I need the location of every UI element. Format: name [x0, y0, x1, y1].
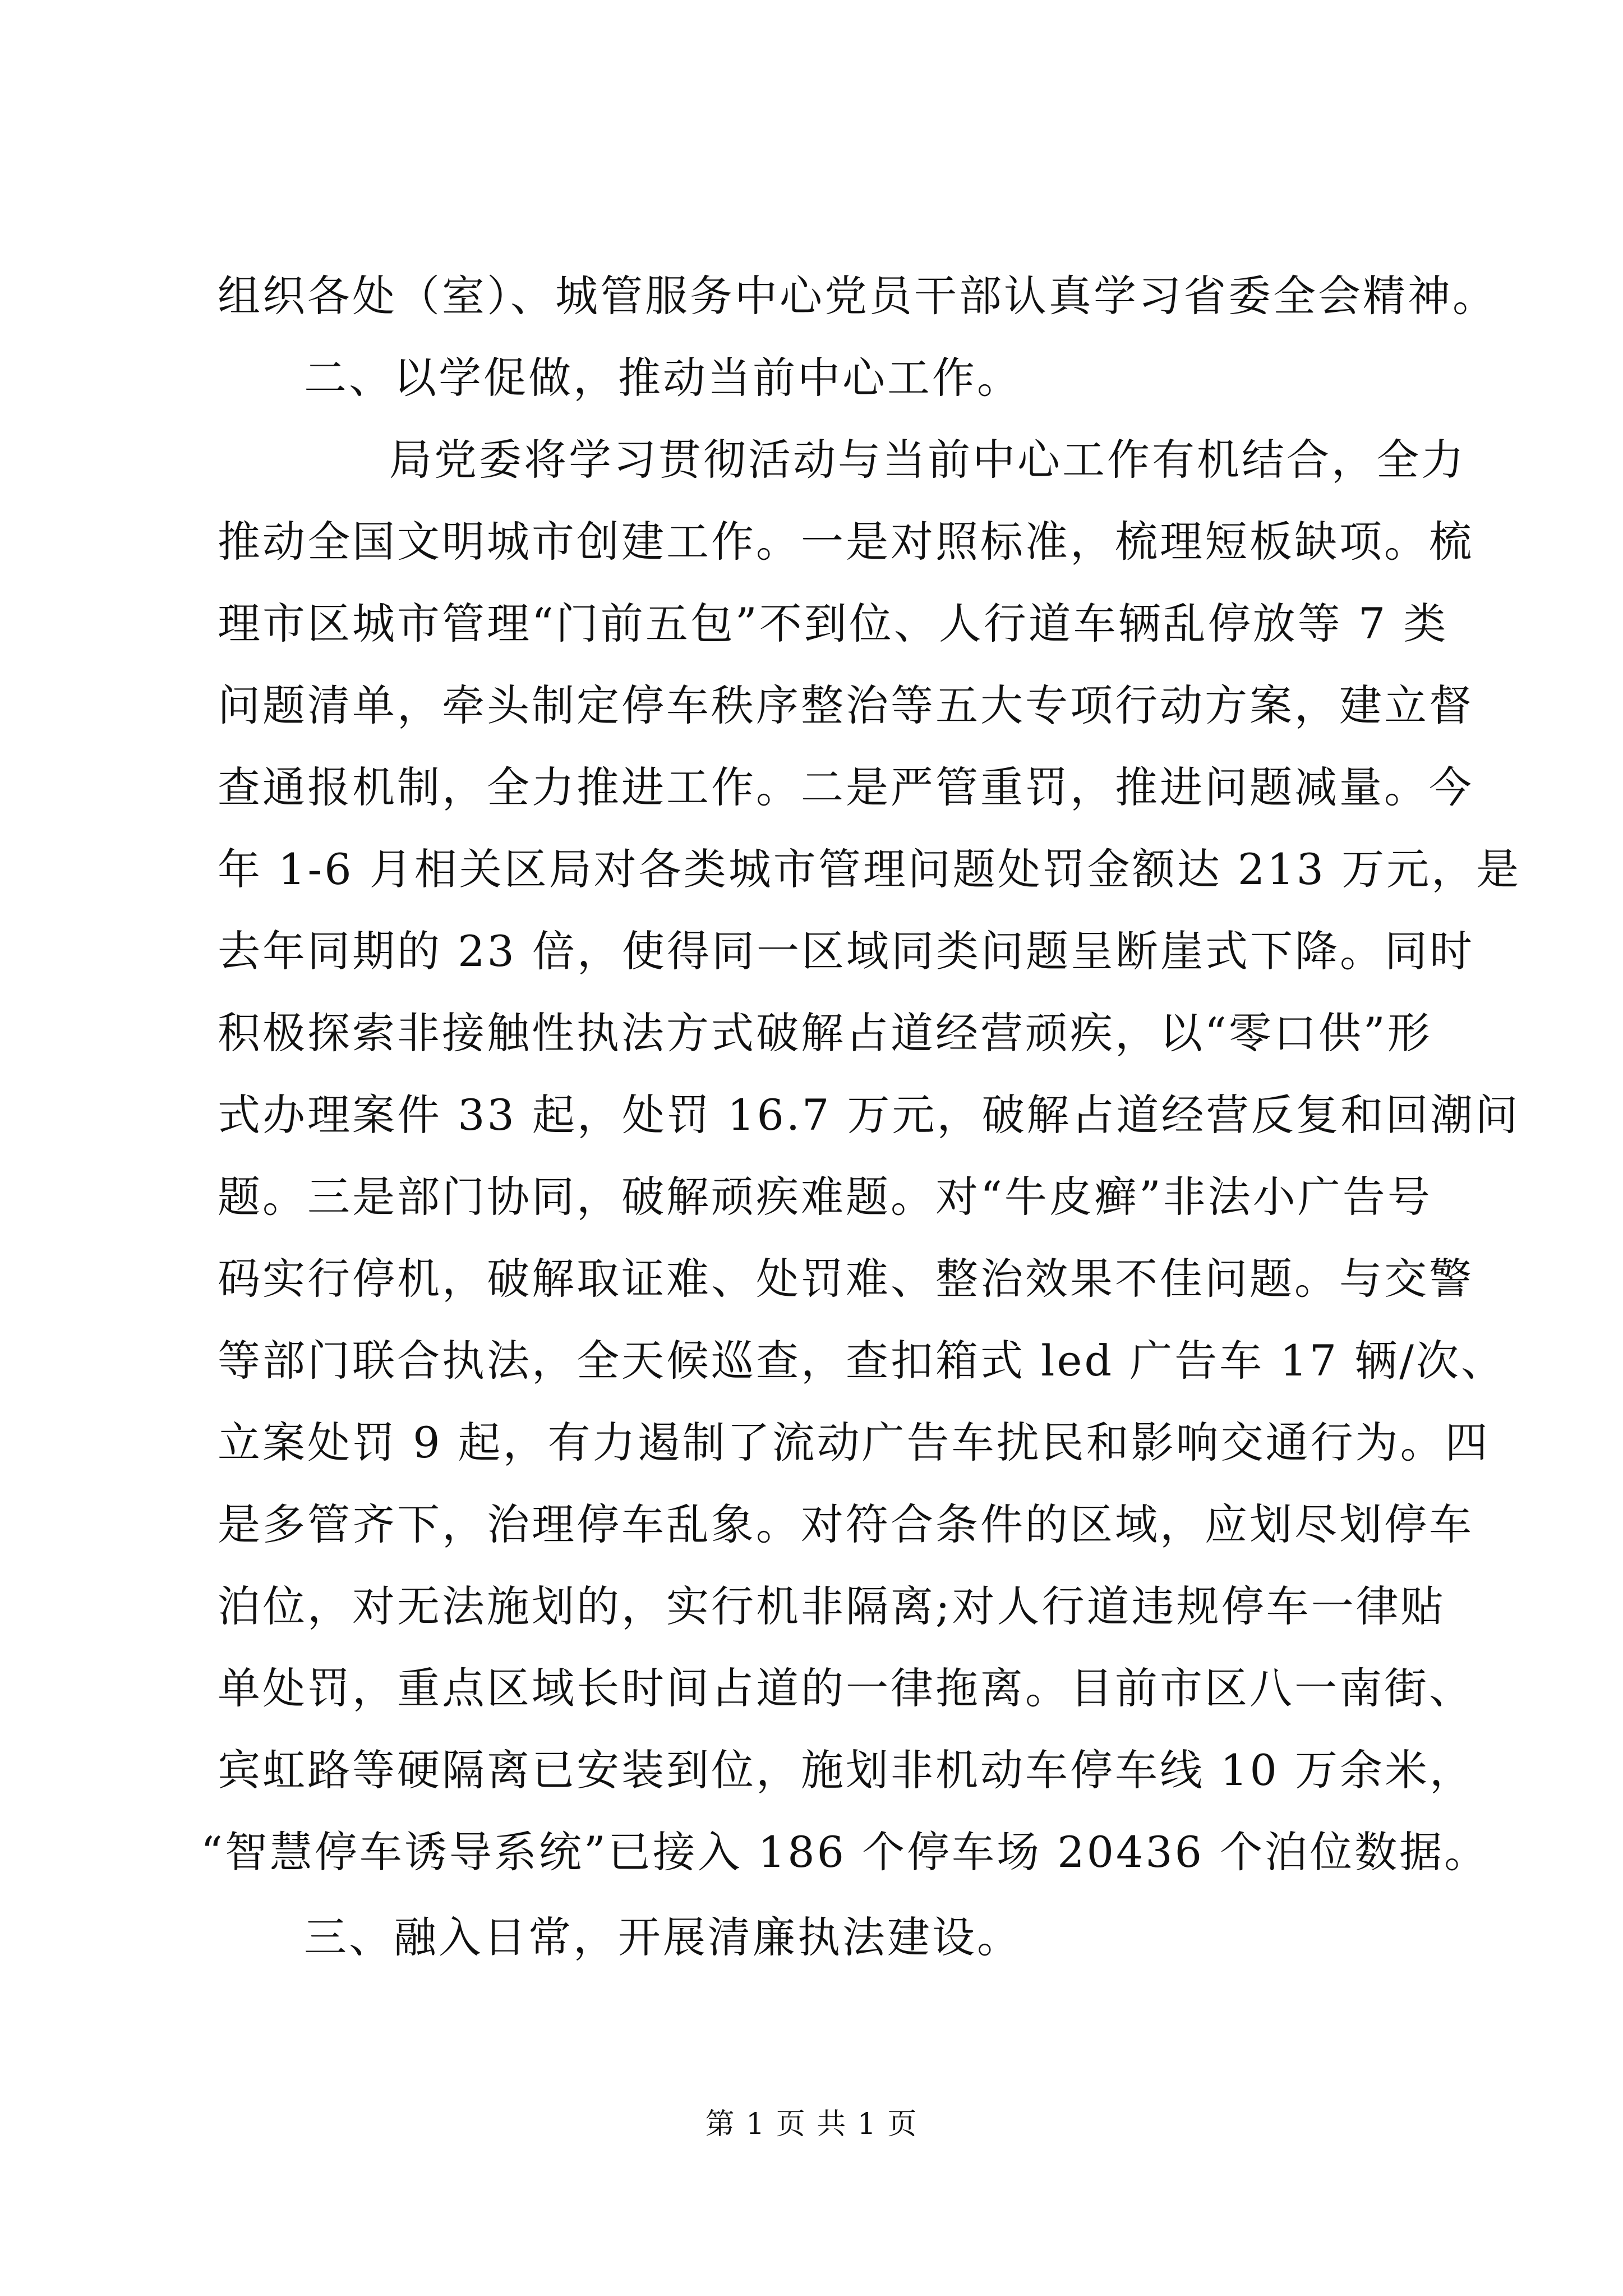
page-footer: 第 1 页 共 1 页 — [705, 2108, 918, 2141]
text-line: 局党委将学习贯彻活动与当前中心工作有机结合，全力 — [389, 435, 1466, 485]
text-line: 年 1-6 月相关区局对各类城市管理问题处罚金额达 213 万元，是 — [218, 844, 1521, 894]
text-line: “智慧停车诱导系统”已接入 186 个停车场 20436 个泊位数据。 — [201, 1827, 1490, 1877]
text-line: 去年同期的 23 倍，使得同一区域同类问题呈断崖式下降。同时 — [218, 926, 1475, 976]
section-heading: 三、融入日常，开展清廉执法建设。 — [304, 1912, 1022, 1962]
text-line: 组织各处（室）、城管服务中心党员干部认真学习省委全会精神。 — [218, 271, 1497, 321]
text-line: 泊位，对无法施划的，实行机非隔离;对人行道违规停车一律贴 — [218, 1581, 1446, 1631]
text-line: 单处罚，重点区域长时间占道的一律拖离。目前市区八一南街、 — [218, 1663, 1474, 1713]
text-line: 推动全国文明城市创建工作。一是对照标准，梳理短板缺项。梳 — [218, 517, 1474, 567]
text-line: 题。三是部门协同，破解顽疾难题。对“牛皮癣”非法小广告号 — [218, 1172, 1432, 1222]
section-heading: 二、以学促做，推动当前中心工作。 — [304, 353, 1022, 403]
text-line: 码实行停机，破解取证难、处罚难、整治效果不佳问题。与交警 — [218, 1254, 1474, 1304]
text-line: 立案处罚 9 起，有力遏制了流动广告车扰民和影响交通行为。四 — [218, 1418, 1490, 1467]
text-line: 问题清单，牵头制定停车秩序整治等五大专项行动方案，建立督 — [218, 680, 1474, 730]
text-line: 式办理案件 33 起，处罚 16.7 万元，破解占道经营反复和回潮问 — [218, 1090, 1520, 1140]
text-line: 是多管齐下，治理停车乱象。对符合条件的区域，应划尽划停车 — [218, 1499, 1474, 1549]
text-line: 等部门联合执法，全天候巡查，查扣箱式 led 广告车 17 辆/次、 — [218, 1336, 1506, 1386]
text-line: 理市区城市管理“门前五包”不到位、人行道车辆乱停放等 7 类 — [218, 599, 1449, 648]
text-line: 积极探索非接触性执法方式破解占道经营顽疾，以“零口供”形 — [218, 1008, 1432, 1058]
text-line: 查通报机制，全力推进工作。二是严管重罚，推进问题减量。今 — [218, 762, 1474, 812]
text-line: 宾虹路等硬隔离已安装到位，施划非机动车停车线 10 万余米， — [218, 1745, 1475, 1795]
